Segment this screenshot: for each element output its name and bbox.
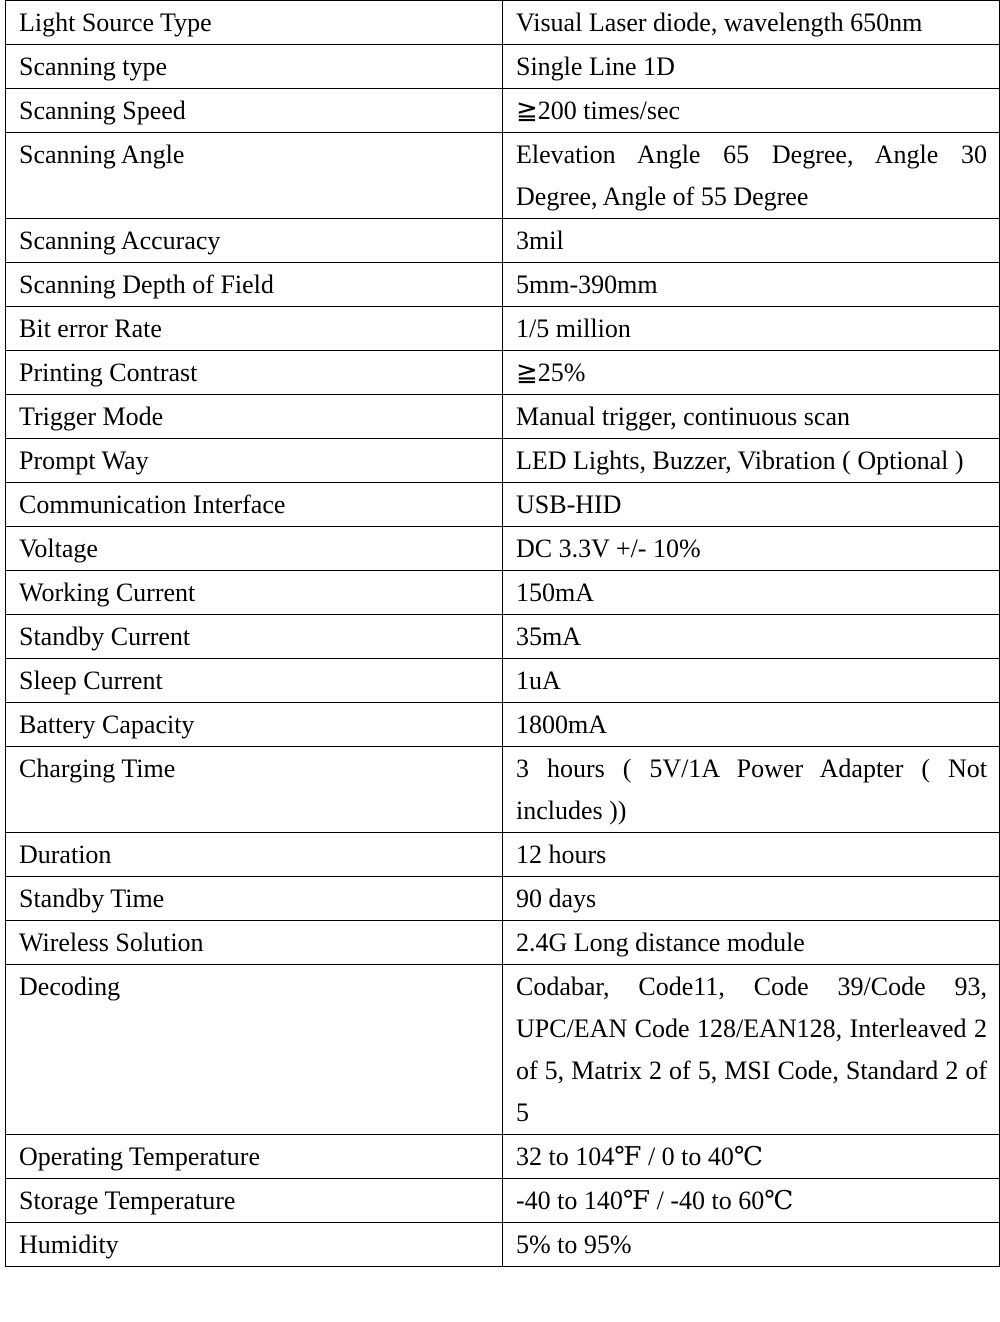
table-row	[6, 219, 1000, 263]
spec-value: 12 hours	[503, 833, 1000, 877]
spec-label: Decoding	[6, 965, 503, 1135]
spec-label: Charging Time	[6, 747, 503, 833]
spec-label: Scanning type	[6, 45, 503, 89]
spec-value: 90 days	[503, 877, 1000, 921]
spec-value: -40 to 140℉ / -40 to 60℃	[503, 1179, 1000, 1223]
spec-value: 3mil	[503, 219, 1000, 263]
table-row	[6, 965, 1000, 1135]
spec-value: Single Line 1D	[503, 45, 1000, 89]
table-row	[6, 703, 1000, 747]
spec-value: Codabar, Code11, Code 39/Code 93, UPC/EAN Code 128/EAN128, Interleaved 2 of 5, Matrix 2 of 5, MSI Code, Standard 2 of 5	[503, 965, 1000, 1135]
spec-label: Humidity	[6, 1223, 503, 1267]
spec-value: DC 3.3V +/- 10%	[503, 527, 1000, 571]
table-row	[6, 833, 1000, 877]
spec-value: ≧200 times/sec	[503, 89, 1000, 133]
table-row	[6, 351, 1000, 395]
table-row	[6, 133, 1000, 219]
table-row	[6, 527, 1000, 571]
table-row	[6, 45, 1000, 89]
spec-value: 3 hours ( 5V/1A Power Adapter ( Not includes ))	[503, 747, 1000, 833]
spec-value: 5% to 95%	[503, 1223, 1000, 1267]
table-row	[6, 395, 1000, 439]
spec-label: Operating Temperature	[6, 1135, 503, 1179]
table-row	[6, 877, 1000, 921]
spec-label: Communication Interface	[6, 483, 503, 527]
table-row	[6, 615, 1000, 659]
spec-value: LED Lights, Buzzer, Vibration ( Optional )	[503, 439, 1000, 483]
table-row	[6, 307, 1000, 351]
spec-value: 1800mA	[503, 703, 1000, 747]
table-row	[6, 1, 1000, 45]
spec-label: Scanning Accuracy	[6, 219, 503, 263]
spec-value: 1uA	[503, 659, 1000, 703]
spec-label: Standby Time	[6, 877, 503, 921]
spec-label: Light Source Type	[6, 1, 503, 45]
spec-label: Bit error Rate	[6, 307, 503, 351]
spec-label: Scanning Angle	[6, 133, 503, 219]
table-row	[6, 483, 1000, 527]
spec-label: Scanning Speed	[6, 89, 503, 133]
spec-value: Visual Laser diode, wavelength 650nm	[503, 1, 1000, 45]
spec-value: 35mA	[503, 615, 1000, 659]
spec-label: Trigger Mode	[6, 395, 503, 439]
spec-value: 5mm-390mm	[503, 263, 1000, 307]
table-row	[6, 921, 1000, 965]
table-row	[6, 747, 1000, 833]
spec-label: Scanning Depth of Field	[6, 263, 503, 307]
spec-label: Wireless Solution	[6, 921, 503, 965]
spec-value: 2.4G Long distance module	[503, 921, 1000, 965]
spec-label: Battery Capacity	[6, 703, 503, 747]
spec-value: ≧25%	[503, 351, 1000, 395]
spec-label: Voltage	[6, 527, 503, 571]
spec-value: Elevation Angle 65 Degree, Angle 30 Degree, Angle of 55 Degree	[503, 133, 1000, 219]
spec-label: Duration	[6, 833, 503, 877]
table-row	[6, 263, 1000, 307]
spec-label: Printing Contrast	[6, 351, 503, 395]
table-row	[6, 571, 1000, 615]
table-row	[6, 1179, 1000, 1223]
spec-label: Standby Current	[6, 615, 503, 659]
spec-label: Prompt Way	[6, 439, 503, 483]
spec-label: Storage Temperature	[6, 1179, 503, 1223]
spec-value: 32 to 104℉ / 0 to 40℃	[503, 1135, 1000, 1179]
spec-value: 150mA	[503, 571, 1000, 615]
table-row	[6, 659, 1000, 703]
spec-value: USB-HID	[503, 483, 1000, 527]
table-row	[6, 439, 1000, 483]
spec-label: Working Current	[6, 571, 503, 615]
spec-table-body	[6, 1, 1000, 1267]
table-row	[6, 1223, 1000, 1267]
spec-value: 1/5 million	[503, 307, 1000, 351]
spec-label: Sleep Current	[6, 659, 503, 703]
table-row	[6, 1135, 1000, 1179]
spec-value: Manual trigger, continuous scan	[503, 395, 1000, 439]
table-row	[6, 89, 1000, 133]
spec-table	[5, 0, 1000, 1267]
